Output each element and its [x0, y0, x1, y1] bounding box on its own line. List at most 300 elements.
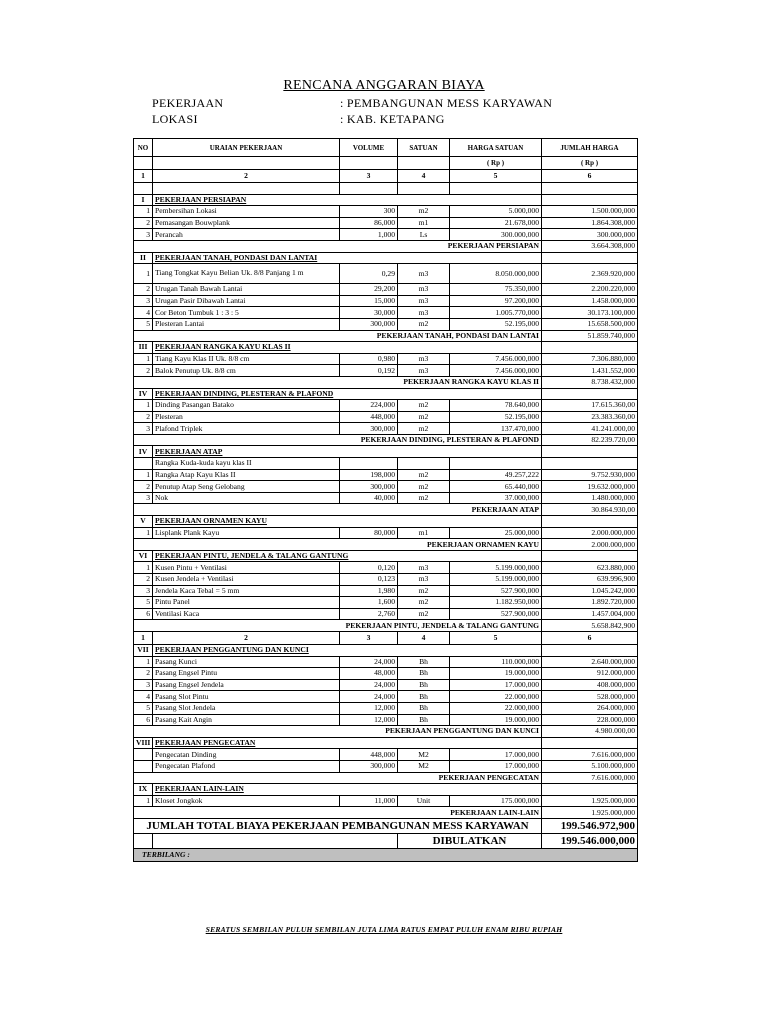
row-harga: 5.199.000,000: [450, 562, 542, 574]
row-uraian: Pemasangan Bouwplank: [153, 217, 340, 229]
row-number: 5: [134, 597, 153, 609]
table-row: [134, 668, 638, 680]
subtotal-value: 3.664.308,000: [542, 240, 638, 252]
row-harga: 78.640,000: [450, 400, 542, 412]
row-uraian: Jendela Kaca Tebal = 5 mm: [153, 585, 340, 597]
row-uraian: Pasang Engsel Jendela: [153, 679, 340, 691]
column-number: 5: [450, 631, 542, 644]
row-satuan: m2: [398, 206, 450, 218]
section-title: PEKERJAAN PINTU, JENDELA & TALANG GANTUNG: [153, 550, 542, 562]
terbilang-row: [134, 848, 638, 861]
row-harga: 7.456.000,000: [450, 353, 542, 365]
table-row: [134, 714, 638, 726]
grand-total-label: JUMLAH TOTAL BIAYA PEKERJAAN PEMBANGUNAN MESS KARYAWAN: [134, 818, 542, 833]
table-row: [134, 656, 638, 668]
empty-cell: [542, 194, 638, 206]
row-uraian: Dinding Pasangan Batako: [153, 400, 340, 412]
row-uraian: Pasang Kait Angin: [153, 714, 340, 726]
row-volume: 1,600: [340, 597, 398, 609]
table-row: [134, 353, 638, 365]
row-uraian: Rangka Kuda-kuda kayu klas II: [153, 458, 340, 470]
empty-cell: [542, 644, 638, 656]
pekerjaan-label: PEKERJAAN: [152, 96, 224, 110]
table-row: [134, 469, 638, 481]
row-volume: 0,192: [340, 365, 398, 377]
row-satuan: M2: [398, 749, 450, 761]
row-satuan: m3: [398, 307, 450, 319]
row-number: 2: [134, 365, 153, 377]
row-harga: 97.200,000: [450, 295, 542, 307]
row-jumlah: 1.480.000,000: [542, 492, 638, 504]
row-satuan: m2: [398, 585, 450, 597]
subtotal-row: [134, 240, 638, 252]
pekerjaan-value: : PEMBANGUNAN MESS KARYAWAN: [340, 96, 553, 110]
table-header-unit-row: [134, 157, 638, 170]
row-jumlah: 2.200.220,000: [542, 284, 638, 296]
row-harga: 37.000,000: [450, 492, 542, 504]
subtotal-label: PEKERJAAN PINTU, JENDELA & TALANG GANTUNG: [134, 620, 542, 632]
row-harga: 5.199.000,000: [450, 574, 542, 586]
table-row: [134, 760, 638, 772]
row-number: 1: [134, 656, 153, 668]
row-number: 1: [134, 206, 153, 218]
row-number: [134, 749, 153, 761]
empty-cell: [153, 833, 398, 848]
table-row: [134, 295, 638, 307]
row-jumlah: 1.431.552,000: [542, 365, 638, 377]
row-harga: 110.000,000: [450, 656, 542, 668]
row-satuan: m3: [398, 295, 450, 307]
row-volume: 198,000: [340, 469, 398, 481]
row-number: [134, 458, 153, 470]
row-number: 2: [134, 574, 153, 586]
subtotal-value: 4.980.000,00: [542, 726, 638, 738]
rounded-total-row: [134, 833, 638, 848]
subtotal-value: 2.000.000,000: [542, 539, 638, 551]
row-satuan: Bh: [398, 679, 450, 691]
subtotal-label: PEKERJAAN PENGGANTUNG DAN KUNCI: [134, 726, 542, 738]
row-jumlah: 19.632.000,000: [542, 481, 638, 493]
row-number: [134, 760, 153, 772]
row-jumlah: 7.616.000,000: [542, 749, 638, 761]
col-header-jumlah: JUMLAH HARGA: [542, 139, 638, 157]
section-title: PEKERJAAN ATAP: [153, 446, 542, 458]
subtotal-row: [134, 330, 638, 342]
row-jumlah: 623.880,000: [542, 562, 638, 574]
table-row: [134, 307, 638, 319]
row-harga: [450, 458, 542, 470]
row-volume: [340, 458, 398, 470]
row-number: 3: [134, 423, 153, 435]
row-uraian: Nok: [153, 492, 340, 504]
table-row: [134, 264, 638, 284]
row-jumlah: 1.500.000,000: [542, 206, 638, 218]
row-harga: 75.350,000: [450, 284, 542, 296]
meta-lokasi: [152, 112, 445, 127]
empty-cell: [542, 252, 638, 264]
row-volume: 300,000: [340, 423, 398, 435]
row-number: 1: [134, 264, 153, 284]
col-header-uraian: URAIAN PEKERJAAN: [153, 139, 340, 157]
row-jumlah: 2.640.000,000: [542, 656, 638, 668]
table-row: [134, 400, 638, 412]
row-uraian: Kloset Jongkok: [153, 795, 340, 807]
row-number: 5: [134, 702, 153, 714]
row-uraian: Perancah: [153, 229, 340, 241]
subtotal-row: [134, 434, 638, 446]
row-satuan: m2: [398, 411, 450, 423]
section-header-row: [134, 784, 638, 796]
row-harga: 21.678,000: [450, 217, 542, 229]
rounded-label: DIBULATKAN: [398, 833, 542, 848]
table-row: [134, 608, 638, 620]
subtotal-row: [134, 376, 638, 388]
table-row: [134, 481, 638, 493]
row-number: 5: [134, 318, 153, 330]
row-jumlah: 7.306.880,000: [542, 353, 638, 365]
row-uraian: Pengecatan Plafond: [153, 760, 340, 772]
row-uraian: Kusen Pintu + Ventilasi: [153, 562, 340, 574]
row-harga: 527.900,000: [450, 585, 542, 597]
col-header-volume: VOLUME: [340, 139, 398, 157]
row-jumlah: 17.615.360,00: [542, 400, 638, 412]
row-satuan: m1: [398, 527, 450, 539]
empty-cell: [542, 388, 638, 400]
row-jumlah: 2.369.920,000: [542, 264, 638, 284]
table-row: [134, 318, 638, 330]
row-volume: 24,000: [340, 656, 398, 668]
subtotal-label: PEKERJAAN TANAH, PONDASI DAN LANTAI: [134, 330, 542, 342]
row-number: 2: [134, 481, 153, 493]
section-title: PEKERJAAN TANAH, PONDASI DAN LANTAI: [153, 252, 542, 264]
row-jumlah: 9.752.930,000: [542, 469, 638, 481]
section-number: VII: [134, 644, 153, 656]
col-header-satuan: SATUAN: [398, 139, 450, 157]
subtotal-label: PEKERJAAN DINDING, PLESTERAN & PLAFOND: [134, 434, 542, 446]
row-volume: 2,760: [340, 608, 398, 620]
row-harga: 65.440,000: [450, 481, 542, 493]
section-header-row: [134, 516, 638, 528]
table-row: [134, 229, 638, 241]
row-volume: 24,000: [340, 691, 398, 703]
section-header-row: [134, 252, 638, 264]
row-volume: 24,000: [340, 679, 398, 691]
row-number: 3: [134, 295, 153, 307]
row-uraian: Plesteran Lantai: [153, 318, 340, 330]
table-row: [134, 458, 638, 470]
section-title: PEKERJAAN PENGGANTUNG DAN KUNCI: [153, 644, 542, 656]
section-header-row: [134, 737, 638, 749]
section-title: PEKERJAAN DINDING, PLESTERAN & PLAFOND: [153, 388, 542, 400]
row-number: 3: [134, 492, 153, 504]
row-jumlah: 41.241.000,00: [542, 423, 638, 435]
row-harga: 17.000,000: [450, 749, 542, 761]
row-uraian: Pasang Slot Jendela: [153, 702, 340, 714]
row-satuan: Bh: [398, 656, 450, 668]
table-row: [134, 702, 638, 714]
row-satuan: m2: [398, 481, 450, 493]
row-volume: 30,000: [340, 307, 398, 319]
grand-total-value: 199.546.972,900: [542, 818, 638, 833]
row-satuan: Bh: [398, 668, 450, 680]
row-uraian: Penutup Atap Seng Gelobang: [153, 481, 340, 493]
row-jumlah: 228.000,000: [542, 714, 638, 726]
row-harga: 137.470,000: [450, 423, 542, 435]
section-title: PEKERJAAN PENGECATAN: [153, 737, 542, 749]
row-volume: 0,980: [340, 353, 398, 365]
document-title: RENCANA ANGGARAN BIAYA: [283, 78, 485, 93]
row-jumlah: [542, 458, 638, 470]
row-uraian: Ventilasi Kaca: [153, 608, 340, 620]
section-number: IV: [134, 446, 153, 458]
column-number: 2: [153, 631, 340, 644]
row-jumlah: 300.000,000: [542, 229, 638, 241]
section-number: I: [134, 194, 153, 206]
column-number: 1: [134, 631, 153, 644]
row-number: 3: [134, 585, 153, 597]
row-harga: 17.000,000: [450, 760, 542, 772]
row-uraian: Pasang Engsel Pintu: [153, 668, 340, 680]
row-harga: 8.050.000,000: [450, 264, 542, 284]
section-title: PEKERJAAN LAIN-LAIN: [153, 784, 542, 796]
row-satuan: m1: [398, 217, 450, 229]
table-row: [134, 679, 638, 691]
section-number: IX: [134, 784, 153, 796]
budget-table: [133, 138, 638, 862]
row-uraian: Rangka Atap Kayu Klas II: [153, 469, 340, 481]
empty-cell: [542, 342, 638, 354]
table-row: [134, 423, 638, 435]
row-harga: 5.000,000: [450, 206, 542, 218]
row-uraian: Plesteran: [153, 411, 340, 423]
subtotal-row: [134, 539, 638, 551]
column-number-row: 1 2 3 4 5 6: [134, 170, 638, 183]
row-volume: 80,000: [340, 527, 398, 539]
subtotal-label: PEKERJAAN ORNAMEN KAYU: [134, 539, 542, 551]
table-row: [134, 365, 638, 377]
row-number: 3: [134, 229, 153, 241]
empty-cell: [542, 516, 638, 528]
row-volume: 40,000: [340, 492, 398, 504]
row-jumlah: 1.457.004,000: [542, 608, 638, 620]
row-harga: 17.000,000: [450, 679, 542, 691]
row-harga: 19.000,000: [450, 668, 542, 680]
row-harga: 1.005.770,000: [450, 307, 542, 319]
row-number: 2: [134, 284, 153, 296]
row-harga: 52.195,000: [450, 318, 542, 330]
row-volume: 0,29: [340, 264, 398, 284]
row-number: 6: [134, 714, 153, 726]
row-harga: 49.257,222: [450, 469, 542, 481]
row-volume: 300,000: [340, 481, 398, 493]
spacer-row: [134, 183, 638, 195]
empty-cell: [542, 784, 638, 796]
harga-unit: ( Rp ): [450, 157, 542, 170]
table-row: [134, 284, 638, 296]
row-volume: 300,000: [340, 318, 398, 330]
subtotal-row: [134, 620, 638, 632]
subtotal-label: PEKERJAAN PENGECATAN: [134, 772, 542, 784]
row-harga: 22.000,000: [450, 691, 542, 703]
row-satuan: Bh: [398, 691, 450, 703]
row-uraian: Urugan Pasir Dibawah Lantai: [153, 295, 340, 307]
table-row: [134, 574, 638, 586]
section-header-row: [134, 342, 638, 354]
row-uraian: Pembersihan Lokasi: [153, 206, 340, 218]
section-header-row: [134, 388, 638, 400]
row-number: 2: [134, 668, 153, 680]
row-volume: 1,000: [340, 229, 398, 241]
subtotal-value: 8.738.432,000: [542, 376, 638, 388]
section-number: V: [134, 516, 153, 528]
row-harga: 175.000,000: [450, 795, 542, 807]
row-satuan: Unit: [398, 795, 450, 807]
row-satuan: m2: [398, 608, 450, 620]
lokasi-value: : KAB. KETAPANG: [340, 112, 445, 126]
subtotal-label: PEKERJAAN LAIN-LAIN: [134, 807, 542, 819]
section-header-row: [134, 446, 638, 458]
subtotal-value: 7.616.000,000: [542, 772, 638, 784]
empty-cell: [542, 446, 638, 458]
empty-cell: [542, 737, 638, 749]
subtotal-label: PEKERJAAN ATAP: [134, 504, 542, 516]
subtotal-row: [134, 504, 638, 516]
row-volume: 12,000: [340, 702, 398, 714]
col-header-harga: HARGA SATUAN: [450, 139, 542, 157]
subtotal-row: [134, 726, 638, 738]
subtotal-row: [134, 807, 638, 819]
row-uraian: Pengecatan Dinding: [153, 749, 340, 761]
row-satuan: m3: [398, 353, 450, 365]
section-title: PEKERJAAN RANGKA KAYU KLAS II: [153, 342, 542, 354]
row-volume: 0,120: [340, 562, 398, 574]
row-volume: 15,000: [340, 295, 398, 307]
row-volume: 300: [340, 206, 398, 218]
table-row: [134, 411, 638, 423]
row-satuan: m3: [398, 365, 450, 377]
row-satuan: m2: [398, 423, 450, 435]
row-jumlah: 2.000.000,000: [542, 527, 638, 539]
section-number: II: [134, 252, 153, 264]
row-volume: 0,123: [340, 574, 398, 586]
row-satuan: Bh: [398, 714, 450, 726]
row-uraian: Cor Beton Tumbuk 1 : 3 : 5: [153, 307, 340, 319]
subtotal-value: 51.859.740,000: [542, 330, 638, 342]
empty-cell: [134, 833, 153, 848]
table-row: [134, 749, 638, 761]
row-harga: 22.000,000: [450, 702, 542, 714]
row-uraian: Pasang Kunci: [153, 656, 340, 668]
section-number: VI: [134, 550, 153, 562]
row-jumlah: 5.100.000,000: [542, 760, 638, 772]
row-jumlah: 1.045.242,000: [542, 585, 638, 597]
row-volume: 29,200: [340, 284, 398, 296]
row-satuan: m2: [398, 400, 450, 412]
row-volume: 1,980: [340, 585, 398, 597]
rounded-value: 199.546.000,000: [542, 833, 638, 848]
empty-cell: [542, 550, 638, 562]
row-satuan: m3: [398, 264, 450, 284]
row-volume: 448,000: [340, 749, 398, 761]
table-row: [134, 585, 638, 597]
terbilang-text: SERATUS SEMBILAN PULUH SEMBILAN JUTA LIMA RATUS EMPAT PULUH ENAM RIBU RUPIAH: [205, 925, 563, 934]
row-uraian: Pasang Slot Pintu: [153, 691, 340, 703]
row-number: 1: [134, 400, 153, 412]
row-jumlah: 1.925.000,000: [542, 795, 638, 807]
row-jumlah: 1.892.720,000: [542, 597, 638, 609]
table-row: [134, 206, 638, 218]
row-volume: 86,000: [340, 217, 398, 229]
row-uraian: Balok Penutup Uk. 8/8 cm: [153, 365, 340, 377]
subtotal-label: PEKERJAAN RANGKA KAYU KLAS II: [134, 376, 542, 388]
row-jumlah: 528.000,000: [542, 691, 638, 703]
subtotal-label: PEKERJAAN PERSIAPAN: [134, 240, 542, 252]
row-number: 3: [134, 679, 153, 691]
row-satuan: m3: [398, 562, 450, 574]
row-uraian: Tiang Kayu Klas II Uk. 8/8 cm: [153, 353, 340, 365]
table-row: [134, 795, 638, 807]
row-uraian: Pintu Panel: [153, 597, 340, 609]
row-jumlah: 1.458.000,000: [542, 295, 638, 307]
row-number: 1: [134, 469, 153, 481]
row-jumlah: 15.658.500,000: [542, 318, 638, 330]
column-number: 3: [340, 631, 398, 644]
row-jumlah: 912.000,000: [542, 668, 638, 680]
section-header-row: [134, 550, 638, 562]
table-row: [134, 217, 638, 229]
table-row: [134, 527, 638, 539]
lokasi-label: LOKASI: [152, 112, 198, 126]
row-number: 4: [134, 307, 153, 319]
row-number: 1: [134, 353, 153, 365]
row-harga: 7.456.000,000: [450, 365, 542, 377]
row-jumlah: 30.173.100,000: [542, 307, 638, 319]
row-satuan: Ls: [398, 229, 450, 241]
row-number: 1: [134, 795, 153, 807]
col-header-no: NO: [134, 139, 153, 157]
row-number: 2: [134, 217, 153, 229]
row-volume: 448,000: [340, 411, 398, 423]
row-harga: 19.000,000: [450, 714, 542, 726]
row-uraian: Plafond Triplek: [153, 423, 340, 435]
row-jumlah: 408.000,000: [542, 679, 638, 691]
row-uraian: Kusen Jendela + Ventilasi: [153, 574, 340, 586]
row-uraian: Tiang Tongkat Kayu Belian Uk. 8/8 Panjang 1 m: [153, 264, 340, 284]
section-header-row: [134, 194, 638, 206]
row-jumlah: 639.996,900: [542, 574, 638, 586]
section-number: III: [134, 342, 153, 354]
meta-pekerjaan: [152, 96, 552, 111]
row-volume: 300,000: [340, 760, 398, 772]
subtotal-value: 82.239.720,00: [542, 434, 638, 446]
row-volume: 224,000: [340, 400, 398, 412]
table-row: [134, 562, 638, 574]
row-harga: 25.000,000: [450, 527, 542, 539]
row-satuan: M2: [398, 760, 450, 772]
row-volume: 11,000: [340, 795, 398, 807]
column-number: 6: [542, 631, 638, 644]
row-satuan: Bh: [398, 702, 450, 714]
subtotal-value: 5.658.842,900: [542, 620, 638, 632]
terbilang-label: TERBILANG :: [134, 848, 638, 861]
row-harga: 1.182.950,000: [450, 597, 542, 609]
section-header-row: [134, 644, 638, 656]
row-satuan: m2: [398, 492, 450, 504]
row-harga: 527.900,000: [450, 608, 542, 620]
jumlah-unit: ( Rp ): [542, 157, 638, 170]
table-row: [134, 492, 638, 504]
row-jumlah: 23.383.360,00: [542, 411, 638, 423]
